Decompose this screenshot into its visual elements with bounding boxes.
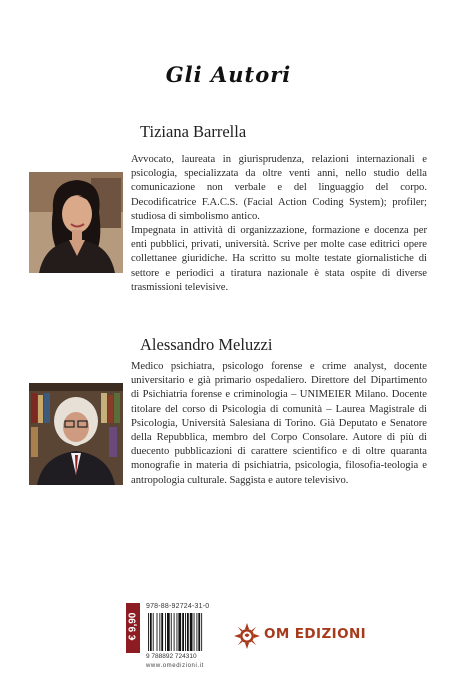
author-bio-barrella — [131, 153, 427, 295]
om-logo-icon — [234, 623, 260, 649]
bio-paragraph: Impegnata in attività di organizzazione, formazione e docenza per enti pubblici, privati, università. Scrive per molte case editrici opere collettanee giuridiche. Ha scritto su molte testate giornalistiche di settore e periodici a tiratura nazionale è stata ospite di diverse trasmissioni televisive. — [131, 225, 427, 293]
price-tag — [126, 603, 140, 653]
author-photo-meluzzi — [29, 383, 123, 485]
price-label: € 9,90 — [127, 612, 139, 641]
bio-paragraph: Avvocato, laureata in giurisprudenza, relazioni internazionali e psicologia, specializzata da oltre venti anni, nello studio della comunicazione non verbale e del linguaggio del corpo. Decodificatrice F.A.C.S. (Facial Action Coding System); profiler; studiosa di simbolismo antico. — [131, 154, 427, 222]
author-name-barrella: Tiziana Barrella — [140, 122, 247, 141]
page-title: Gli Autori — [165, 62, 292, 87]
barcode — [146, 613, 226, 653]
barcode-digits: 9 788892 724310 — [146, 653, 197, 660]
author-photo-barrella — [29, 172, 123, 273]
publisher-website: www.omedizioni.it — [146, 663, 204, 669]
isbn-label: 978-88-92724-31-0 — [146, 603, 210, 610]
bio-paragraph: Medico psichiatra, psicologo forense e crime analyst, docente universitario e già primario ospedaliero. Direttore del Dipartimento di Psichiatria forense e criminologia – UNIMEIER Milano. Docente titolare del corso di Psicologia di comunità – Laurea Magistrale di Psicologia, Università Salesiana di Torino. Già Deputato e Senatore della Repubblica, membro del Corpo Consolare. Autore di più di duecento pubblicazioni di carattere scientifico e di oltre quaranta monografie in materia di psichiatria, psicologia, filosofia-teologia e antropologia culturale. Saggista e autore televisivo. — [131, 361, 427, 486]
publisher-name: OM EDIZIONI — [264, 626, 367, 642]
author-bio-meluzzi — [131, 360, 427, 488]
author-name-meluzzi: Alessandro Meluzzi — [140, 335, 273, 354]
